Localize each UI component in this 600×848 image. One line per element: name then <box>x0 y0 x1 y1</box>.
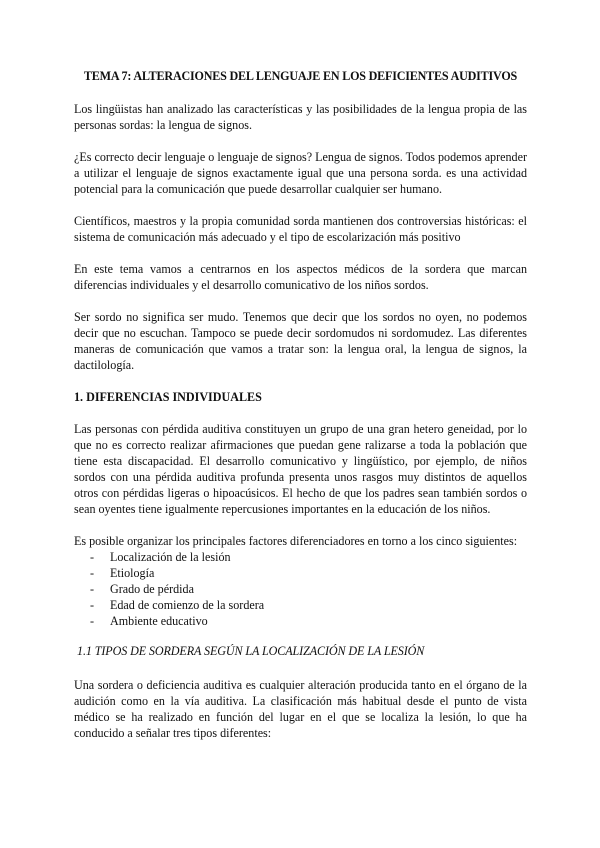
subsection-heading-hearing-loss-types: 1.1 TIPOS DE SORDERA SEGÚN LA LOCALIZACIÓN DE LA LESIÓN <box>77 644 425 658</box>
list-item <box>74 549 527 565</box>
factors-intro: Es posible organizar los principales factores diferenciadores en torno a los cinco siguientes: <box>74 534 518 548</box>
list-item <box>74 613 527 629</box>
list-item <box>74 597 527 613</box>
intro-paragraph-2: ¿Es correcto decir lenguaje o lenguaje de signos? Lengua de signos. Todos podemos aprender a utilizar el lenguaje de signos exactamente igual que una persona sorda. es una actividad potencial para la comunicación que puede desarrollar cualquier ser humano. <box>74 150 527 196</box>
subsection-paragraph: Una sordera o deficiencia auditiva es cualquier alteración producida tanto en el órgano de la audición como en la vía auditiva. La clasificación más habitual desde el punto de vista médico se ha realizado en función del lugar en el que se localiza la lesión, lo que ha conducido a señalar tres tipos diferentes: <box>74 678 527 740</box>
intro-paragraph-1: Los lingüistas han analizado las características y las posibilidades de la lengua propia de las personas sordas: la lengua de signos. <box>74 102 527 132</box>
factors-list <box>74 549 527 629</box>
list-dash: - <box>90 582 95 596</box>
intro-paragraph-3: Científicos, maestros y la propia comunidad sorda mantienen dos controversias históricas: el sistema de comunicación más adecuado y el tipo de escolarización más positivo <box>74 214 527 244</box>
list-dash: - <box>90 614 95 628</box>
section-heading-individual-differences: 1. DIFERENCIAS INDIVIDUALES <box>74 390 262 404</box>
list-item-text: Edad de comienzo de la sordera <box>110 598 265 612</box>
list-dash: - <box>90 550 95 564</box>
list-item-text: Ambiente educativo <box>110 614 208 628</box>
list-item-text: Localización de la lesión <box>110 550 231 564</box>
list-dash: - <box>90 598 95 612</box>
document-title: TEMA 7: ALTERACIONES DEL LENGUAJE EN LOS DEFICIENTES AUDITIVOS <box>83 69 518 83</box>
list-item <box>74 581 527 597</box>
document-page <box>74 68 527 757</box>
list-item-text: Etiología <box>110 566 155 580</box>
list-item-text: Grado de pérdida <box>110 582 194 596</box>
section-paragraph: Las personas con pérdida auditiva constituyen un grupo de una gran hetero geneidad, por lo que no es correcto realizar afirmaciones que puedan gene ralizarse a toda la población que tiene esta discapacidad. El desarrollo comunicativo y lingüístico, por ejemplo, de niños sordos con una pérdida auditiva profunda presenta unos rasgos muy distintos de aquellos otros con pérdidas ligeras o hipoacúsicos. El hecho de que los padres sean también sordos o sean oyentes tiene igualmente repercusiones importantes en la educación de los niños. <box>74 422 527 516</box>
list-item <box>74 565 527 581</box>
list-dash: - <box>90 566 95 580</box>
intro-paragraph-4: En este tema vamos a centrarnos en los aspectos médicos de la sordera que marcan diferencias individuales y el desarrollo comunicativo de los niños sordos. <box>74 262 527 292</box>
intro-paragraph-5: Ser sordo no significa ser mudo. Tenemos que decir que los sordos no oyen, no podemos decir que no escuchan. Tampoco se puede decir sordomudos ni sordomudez. Las diferentes maneras de comunicación que vamos a tratar son: la lengua oral, la lengua de signos, la dactilología. <box>74 310 527 372</box>
